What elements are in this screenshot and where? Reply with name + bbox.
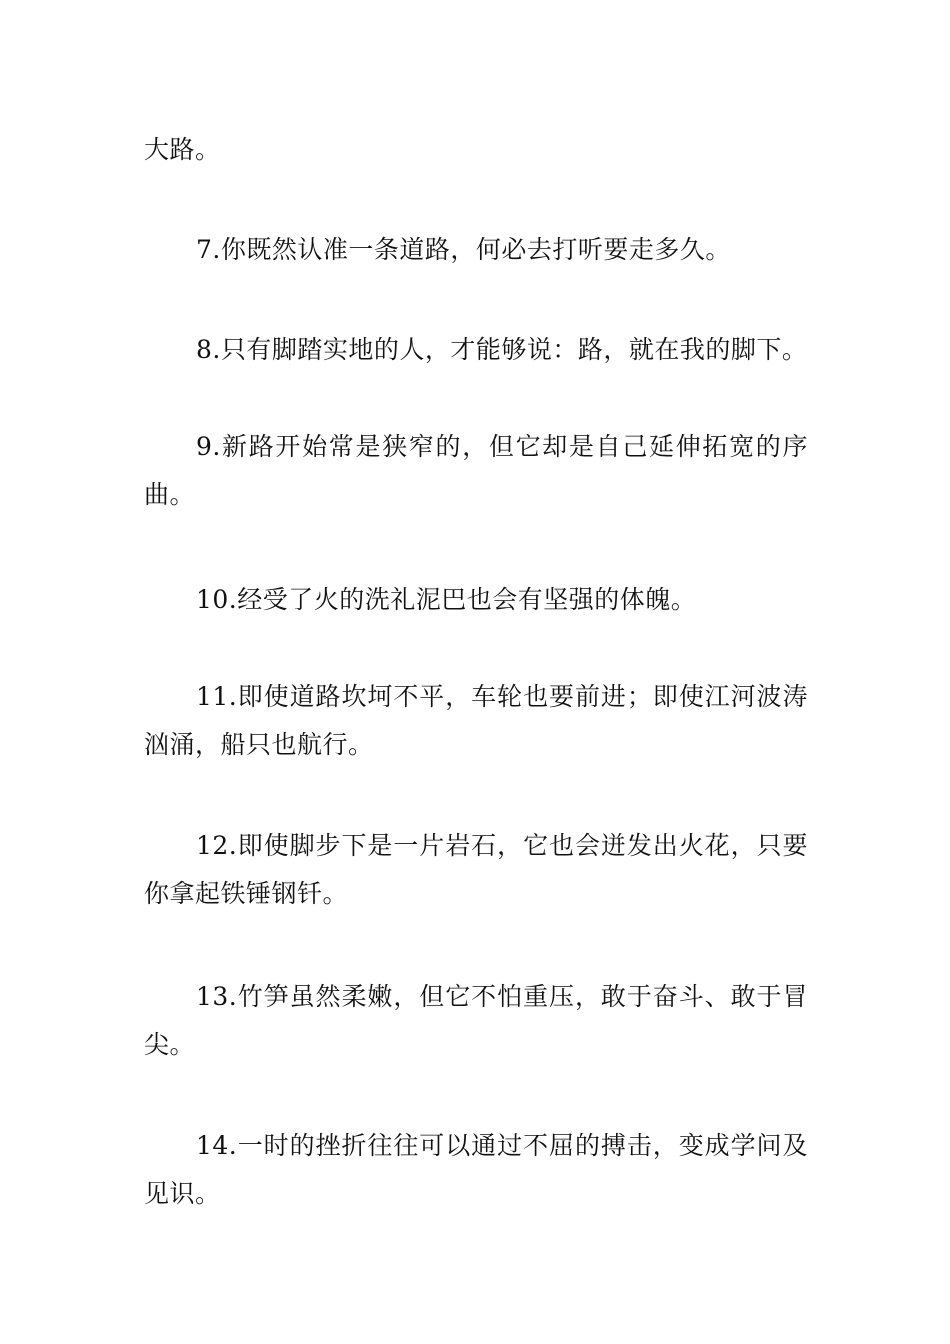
paragraph-11: 11.即使道路坎坷不平，车轮也要前进；即使江河波涛汹涌，船只也航行。 xyxy=(144,682,808,759)
paragraph-13: 13.竹笋虽然柔嫩，但它不怕重压，敢于奋斗、敢于冒尖。 xyxy=(144,982,808,1059)
paragraph-8: 8.只有脚踏实地的人，才能够说：路，就在我的脚下。 xyxy=(196,335,808,364)
paragraph-9: 9.新路开始常是狭窄的，但它却是自己延伸拓宽的序曲。 xyxy=(144,432,808,509)
paragraph-14: 14.一时的挫折往往可以通过不屈的搏击，变成学问及见识。 xyxy=(144,1131,808,1208)
paragraph-12: 12.即使脚步下是一片岩石，它也会迸发出火花，只要你拿起铁锤钢钎。 xyxy=(144,831,808,908)
paragraph-10: 10.经受了火的洗礼泥巴也会有坚强的体魄。 xyxy=(196,585,697,614)
paragraph-continuation: 大路。 xyxy=(144,135,221,164)
paragraph-7: 7.你既然认准一条道路，何必去打听要走多久。 xyxy=(196,235,731,264)
